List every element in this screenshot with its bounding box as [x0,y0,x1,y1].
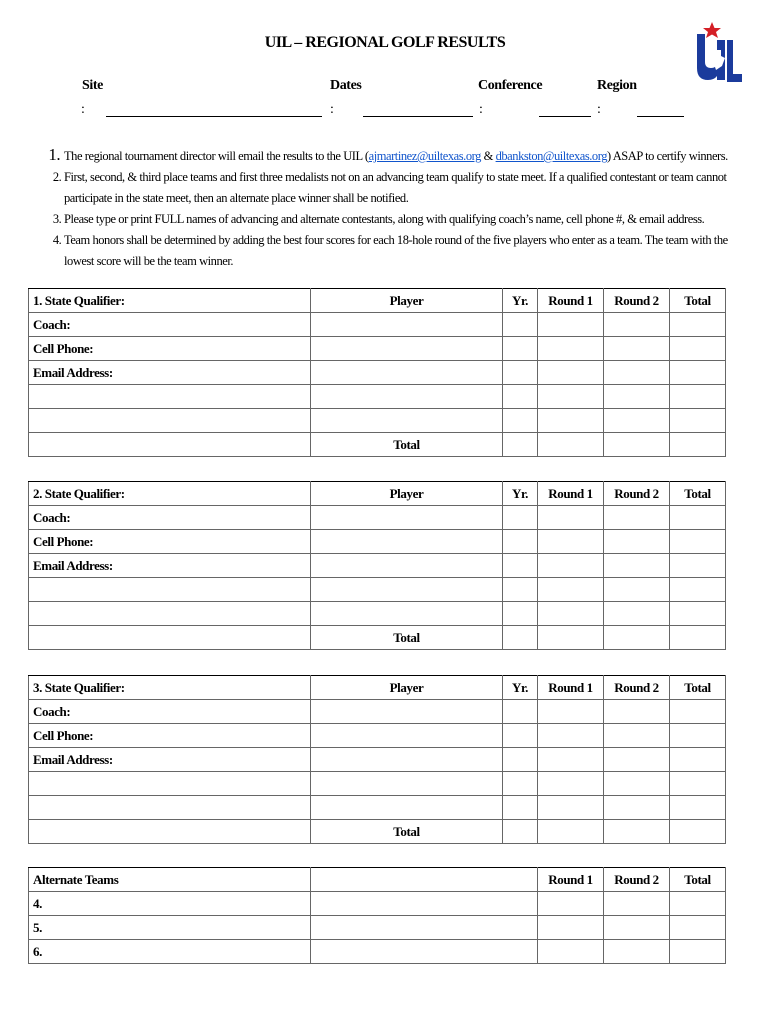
player-cell[interactable] [311,772,503,796]
yr-cell[interactable] [503,772,538,796]
total-cell[interactable] [670,409,726,433]
total-header: Total [670,868,726,892]
conference-colon: : [479,102,483,117]
yr-cell [503,433,538,457]
player-cell[interactable] [311,337,503,361]
yr-cell[interactable] [503,337,538,361]
yr-cell[interactable] [503,578,538,602]
conference-field[interactable] [539,116,591,117]
cell-phone-label: Cell Phone: [29,530,311,554]
logo-star [703,22,721,38]
blank-header [311,868,538,892]
round2-header: Round 2 [604,482,670,506]
blank-cell[interactable] [29,602,311,626]
qualifier-heading: 2. State Qualifier: [29,482,311,506]
yr-cell[interactable] [503,602,538,626]
player-cell[interactable] [311,554,503,578]
dates-label: Dates [330,78,362,93]
coach-label: Coach: [29,506,311,530]
round2-cell[interactable] [604,940,670,964]
player-cell[interactable] [311,361,503,385]
blank-cell [29,820,311,844]
yr-cell[interactable] [503,554,538,578]
total-cell[interactable] [670,530,726,554]
round2-total-cell[interactable] [604,820,670,844]
team-total-label: Total [311,433,503,457]
team-total-label: Total [311,626,503,650]
round1-cell[interactable] [538,554,604,578]
round2-cell[interactable] [604,772,670,796]
region-label: Region [597,78,637,93]
instruction-text: & [480,149,496,163]
player-cell[interactable] [311,700,503,724]
round2-cell[interactable] [604,700,670,724]
site-field[interactable] [106,116,322,117]
round2-cell[interactable] [604,602,670,626]
round2-cell[interactable] [604,916,670,940]
yr-cell [503,626,538,650]
state-qualifier-table-2 [28,481,726,650]
total-cell[interactable] [670,361,726,385]
yr-header: Yr. [503,482,538,506]
round1-cell[interactable] [538,530,604,554]
player-cell[interactable] [311,578,503,602]
round2-cell[interactable] [604,313,670,337]
round1-header: Round 1 [538,868,604,892]
round2-cell[interactable] [604,530,670,554]
round2-total-cell[interactable] [604,433,670,457]
player-header: Player [311,482,503,506]
round2-cell[interactable] [604,796,670,820]
email-address-label: Email Address: [29,361,311,385]
round1-cell[interactable] [538,748,604,772]
cell-phone-label: Cell Phone: [29,724,311,748]
blank-cell[interactable] [29,796,311,820]
player-cell[interactable] [311,313,503,337]
round1-header: Round 1 [538,289,604,313]
region-colon: : [597,102,601,117]
blank-cell[interactable] [29,385,311,409]
instruction-item-1 [64,144,730,167]
cell-phone-label: Cell Phone: [29,337,311,361]
total-cell[interactable] [670,724,726,748]
team-cell[interactable] [311,916,538,940]
coach-label: Coach: [29,313,311,337]
total-header: Total [670,289,726,313]
yr-cell[interactable] [503,313,538,337]
total-cell[interactable] [670,313,726,337]
instruction-item-3: 3. Please type or print FULL names of advancing and alternate contestants, along with qualifying coach’s name, cell phone #, & email address. [64,209,730,230]
grand-total-cell[interactable] [670,626,726,650]
round1-cell[interactable] [538,506,604,530]
yr-cell[interactable] [503,385,538,409]
round1-cell[interactable] [538,385,604,409]
instruction-text: ) ASAP to certify winners. [607,149,728,163]
round1-total-cell[interactable] [538,626,604,650]
alternate-row-label: 4. [29,892,311,916]
email-address-label: Email Address: [29,554,311,578]
yr-cell[interactable] [503,700,538,724]
alternate-teams-table [28,867,726,964]
email-link-dbankston[interactable]: dbankston@uiltexas.org [495,149,608,163]
total-cell[interactable] [670,578,726,602]
round2-cell[interactable] [604,554,670,578]
total-cell[interactable] [670,940,726,964]
round1-cell[interactable] [538,602,604,626]
total-cell[interactable] [670,772,726,796]
grand-total-cell[interactable] [670,820,726,844]
total-header: Total [670,482,726,506]
round1-total-cell[interactable] [538,433,604,457]
yr-header: Yr. [503,289,538,313]
total-cell[interactable] [670,554,726,578]
yr-header: Yr. [503,676,538,700]
yr-cell[interactable] [503,796,538,820]
yr-cell[interactable] [503,530,538,554]
dates-colon: : [330,102,334,117]
site-label: Site [82,78,103,93]
round1-cell[interactable] [538,700,604,724]
round1-cell[interactable] [538,724,604,748]
round1-header: Round 1 [538,482,604,506]
round2-cell[interactable] [604,578,670,602]
conference-label: Conference [478,78,543,93]
total-cell[interactable] [670,796,726,820]
round2-cell[interactable] [604,337,670,361]
total-cell[interactable] [670,916,726,940]
round2-cell[interactable] [604,385,670,409]
email-address-label: Email Address: [29,748,311,772]
round2-header: Round 2 [604,868,670,892]
blank-cell [29,433,311,457]
player-cell[interactable] [311,796,503,820]
team-cell[interactable] [311,892,538,916]
player-cell[interactable] [311,409,503,433]
round1-cell[interactable] [538,892,604,916]
instruction-item-2: 2. First, second, & third place teams and first three medalists not on an advancing team qualify to state meet. If a qualified contestant or team cannot participate in the state meet, then an alternate place winner shall be notified. [64,167,730,209]
instruction-item-4: 4. Team honors shall be determined by adding the best four scores for each 18-hole round of the five players who enter as a team. The team with the lowest score will be the team winner. [64,230,730,272]
uil-logo [694,22,742,84]
instruction-text: The regional tournament director will email the results to the UIL ( [64,149,369,163]
total-header: Total [670,676,726,700]
round2-cell[interactable] [604,748,670,772]
round1-cell[interactable] [538,940,604,964]
yr-cell[interactable] [503,409,538,433]
total-cell[interactable] [670,748,726,772]
yr-cell[interactable] [503,748,538,772]
round1-cell[interactable] [538,361,604,385]
dates-field[interactable] [363,116,473,117]
round1-cell[interactable] [538,313,604,337]
round2-cell[interactable] [604,409,670,433]
blank-cell [29,626,311,650]
round1-cell[interactable] [538,916,604,940]
round2-total-cell[interactable] [604,626,670,650]
player-cell[interactable] [311,385,503,409]
total-cell[interactable] [670,700,726,724]
instructions-list [40,144,730,272]
state-qualifier-table-1 [28,288,726,457]
grand-total-cell[interactable] [670,433,726,457]
yr-cell[interactable] [503,724,538,748]
alternate-teams-heading: Alternate Teams [29,868,311,892]
round2-cell[interactable] [604,361,670,385]
alternate-row-label: 6. [29,940,311,964]
round2-cell[interactable] [604,892,670,916]
total-cell[interactable] [670,385,726,409]
page-title: UIL – REGIONAL GOLF RESULTS [264,34,506,51]
site-colon: : [81,102,85,117]
round1-total-cell[interactable] [538,820,604,844]
coach-label: Coach: [29,700,311,724]
round1-cell[interactable] [538,772,604,796]
round2-cell[interactable] [604,724,670,748]
team-total-label: Total [311,820,503,844]
player-header: Player [311,676,503,700]
round1-cell[interactable] [538,409,604,433]
round2-header: Round 2 [604,676,670,700]
round2-header: Round 2 [604,289,670,313]
player-cell[interactable] [311,506,503,530]
total-cell[interactable] [670,892,726,916]
qualifier-heading: 1. State Qualifier: [29,289,311,313]
email-link-ajmartinez[interactable]: ajmartinez@uiltexas.org [368,149,481,163]
player-cell[interactable] [311,724,503,748]
total-cell[interactable] [670,506,726,530]
state-qualifier-table-3 [28,675,726,844]
yr-cell[interactable] [503,506,538,530]
region-field[interactable] [637,116,684,117]
player-cell[interactable] [311,530,503,554]
round1-cell[interactable] [538,578,604,602]
blank-cell[interactable] [29,409,311,433]
blank-cell[interactable] [29,772,311,796]
round1-header: Round 1 [538,676,604,700]
round1-cell[interactable] [538,796,604,820]
round2-cell[interactable] [604,506,670,530]
player-cell[interactable] [311,602,503,626]
blank-cell[interactable] [29,578,311,602]
total-cell[interactable] [670,602,726,626]
round1-cell[interactable] [538,337,604,361]
player-cell[interactable] [311,748,503,772]
team-cell[interactable] [311,940,538,964]
alternate-row-label: 5. [29,916,311,940]
total-cell[interactable] [670,337,726,361]
qualifier-heading: 3. State Qualifier: [29,676,311,700]
yr-cell [503,820,538,844]
player-header: Player [311,289,503,313]
yr-cell[interactable] [503,361,538,385]
